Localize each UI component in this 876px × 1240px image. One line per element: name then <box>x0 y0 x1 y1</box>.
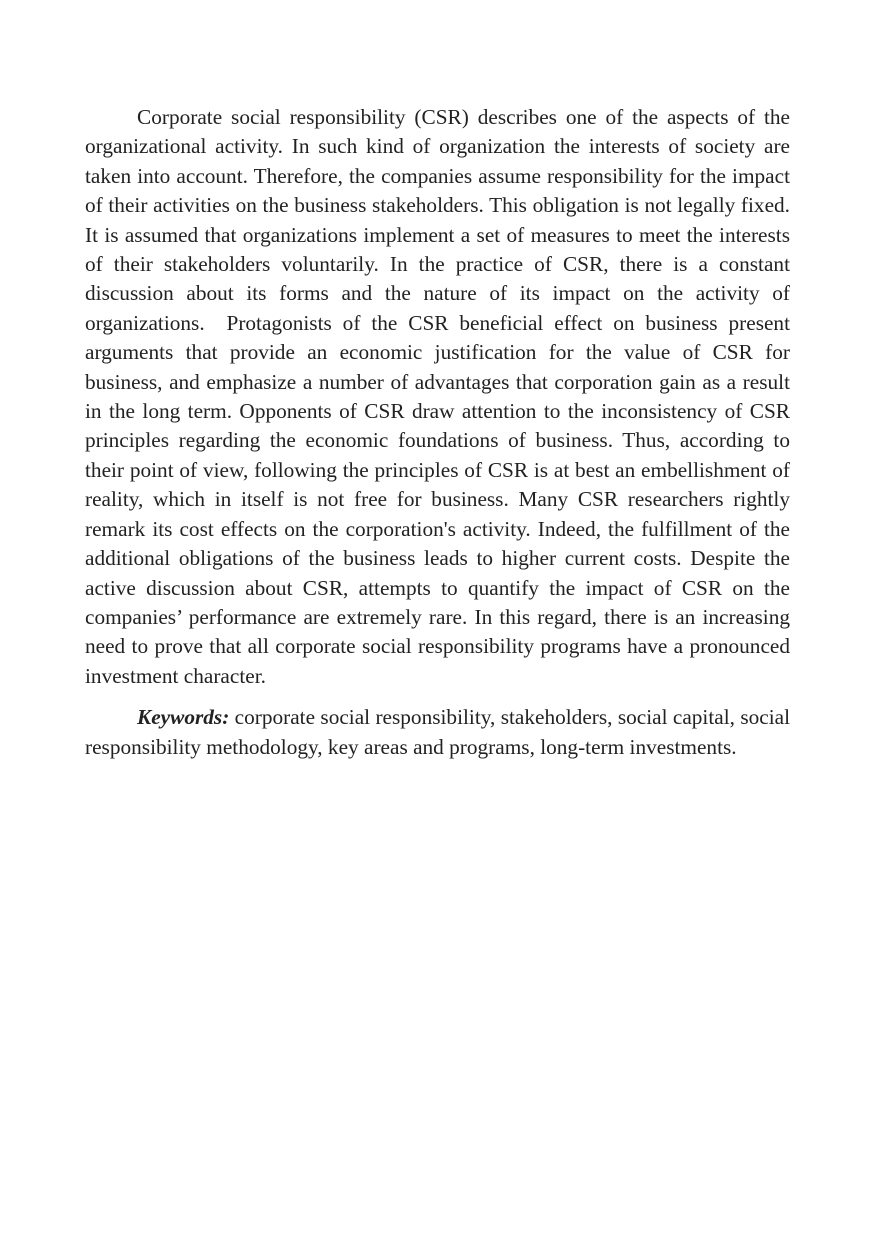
keywords-text: corporate social responsibility, stakeholders, social capital, social responsibility methodology, key areas and programs, long-term investments. <box>85 705 790 759</box>
keywords-label: Keywords: <box>137 705 230 730</box>
abstract-paragraph: Corporate social responsibility (CSR) describes one of the aspects of the organizational activity. In such kind of organization the interests of society are taken into account. Therefore, the companies assume responsibility for the impact of their activities on the business stakeholders. This obligation is not legally fixed. It is assumed that organizations implement a set of measures to meet the interests of their stakeholders voluntarily. In the practice of CSR, there is a constant discussion about its forms and the nature of its impact on the activity of organizations. Protagonists of the CSR beneficial effect on business present arguments that provide an economic justification for the value of CSR for business, and emphasize a number of advantages that corporation gain as a result in the long term. Opponents of CSR draw attention to the inconsistency of CSR principles regarding the economic foundations of business. Thus, according to their point of view, following the principles of CSR is at best an embellishment of reality, which in itself is not free for business. Many CSR researchers rightly remark its cost effects on the corporation's activity. Indeed, the fulfillment of the additional obligations of the business leads to higher current costs. Despite the active discussion about CSR, attempts to quantify the impact of CSR on the companies’ performance are extremely rare. In this regard, there is an increasing need to prove that all corporate social responsibility programs have a pronounced investment character. <box>85 105 790 688</box>
abstract-section <box>85 103 790 762</box>
keywords-paragraph <box>85 703 790 762</box>
